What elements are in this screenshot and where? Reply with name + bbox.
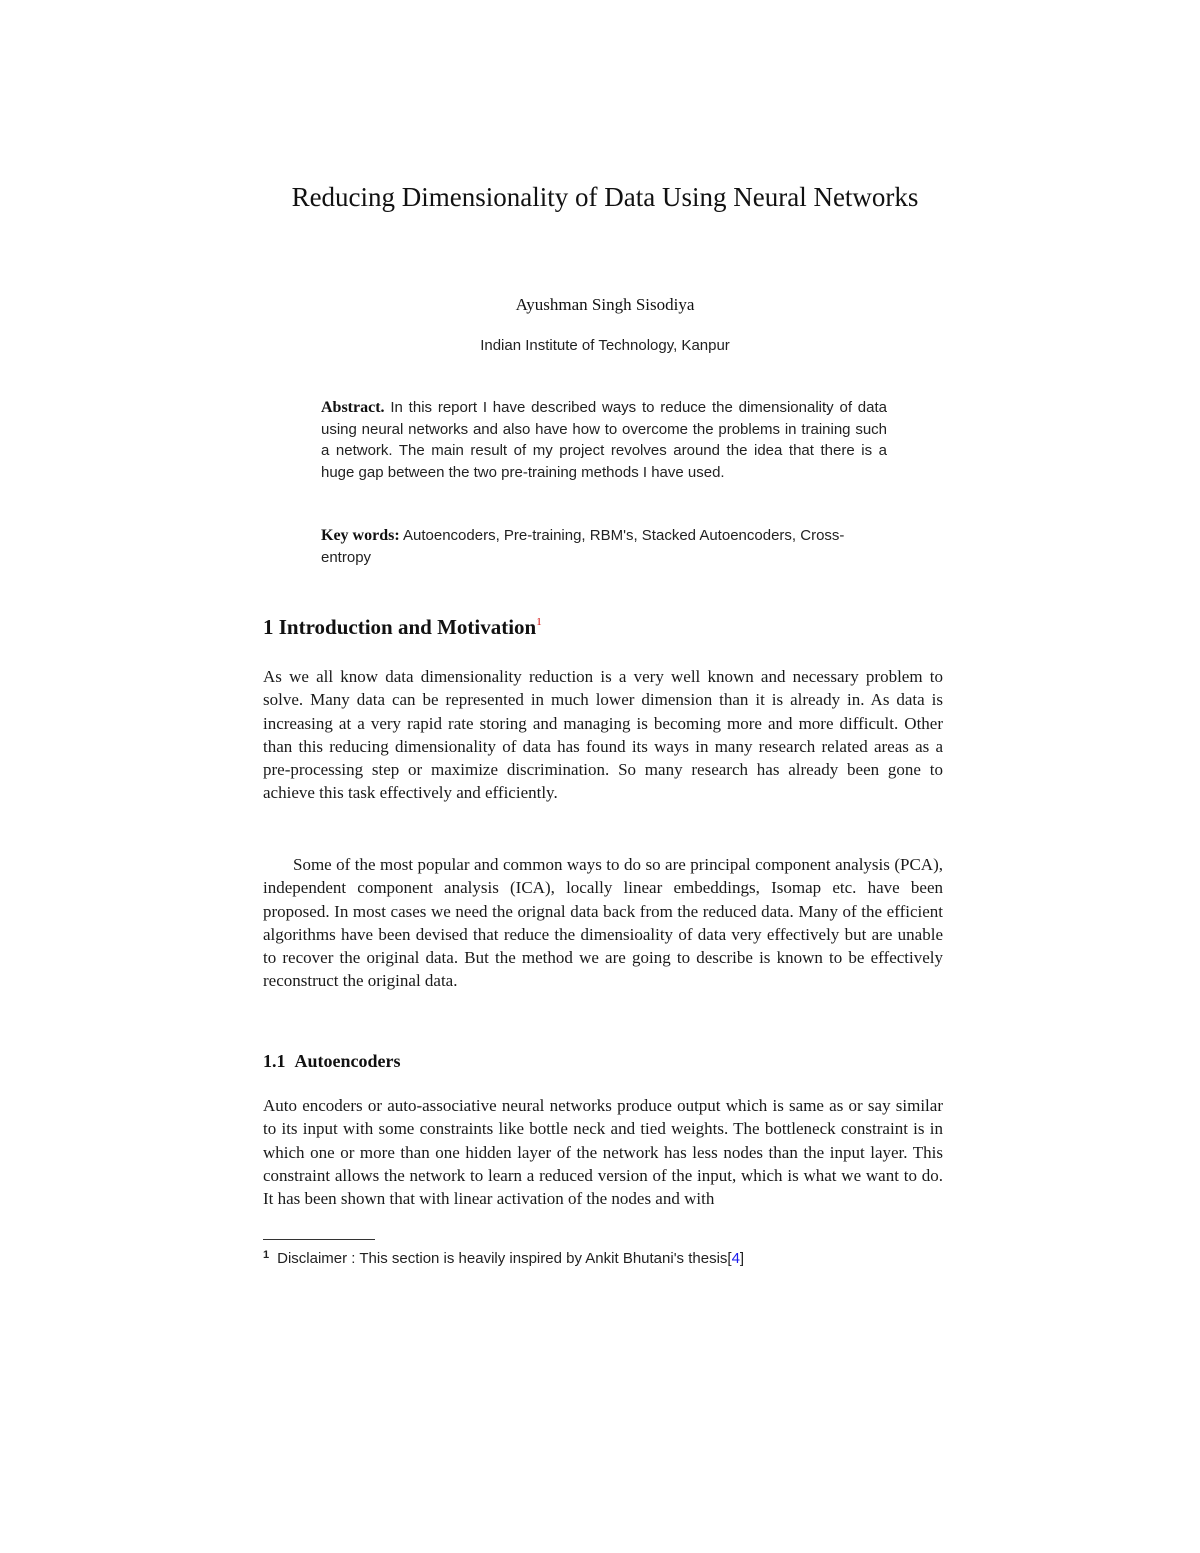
abstract: [321, 397, 887, 483]
keywords-label: Key words:: [321, 527, 400, 544]
subsection-number: 1.1: [263, 1051, 286, 1071]
section-heading: [263, 615, 542, 640]
intro-paragraph-2: Some of the most popular and common ways to do so are principal component analysis (PCA), independent component analysis (ICA), locally linear embeddings, Isomap etc. have been proposed. In most cases we need the orignal data back from the reduced data. Many of the efficient algorithms have been devised that reduce the dimensioality of data very effectively but are unable to recover the original data. But the method we are going to describe is known to be effectively reconstruct the original data.: [263, 855, 943, 991]
footnote-rule: [263, 1239, 375, 1240]
subsection-title: Autoencoders: [294, 1051, 401, 1071]
footnote-mark: 1: [263, 1249, 270, 1261]
footnote: [263, 1244, 744, 1270]
citation-bracket-open: [: [727, 1250, 732, 1267]
citation-bracket-close: ]: [739, 1250, 745, 1267]
abstract-label: Abstract.: [321, 399, 385, 416]
intro-paragraph-1: As we all know data dimensionality reduction is a very well known and necessary problem to solve. Many data can be represented in much lower dimension than it is already in. As data is increasing at a very rapid rate storing and managing is becoming more and more difficult. Other than this reducing dimensionality of data has found its ways in many research related areas as a pre-processing step or maximize discrimination. So many research has already been gone to achieve this task effectively and efficiently.: [263, 667, 943, 803]
abstract-text: In this report I have described ways to reduce the dimensionality of data using neural networks and also have how to overcome the problems in training such a network. The main result of my project revolves around the idea that there is a huge gap between the two pre-training methods I have used.: [321, 399, 887, 481]
section-number: 1: [263, 615, 274, 639]
author-affiliation: Indian Institute of Technology, Kanpur: [480, 337, 730, 354]
citation-link[interactable]: 4: [731, 1250, 740, 1267]
footnote-reference-link[interactable]: 1: [536, 616, 542, 628]
section-title: Introduction and Motivation: [278, 615, 537, 639]
footnote-text: Disclaimer : This section is heavily inspired by Ankit Bhutani's thesis: [277, 1250, 728, 1267]
keywords: [321, 525, 887, 568]
subsection-heading: [263, 1051, 401, 1072]
paper-title: Reducing Dimensionality of Data Using Neural Networks: [291, 182, 919, 212]
autoencoders-paragraph: Auto encoders or auto-associative neural networks produce output which is same as or say similar to its input with some constraints like bottle neck and tied weights. The bottleneck constraint is in which one or more than one hidden layer of the network has less nodes than the input layer. This constraint allows the network to learn a reduced version of the input, which is what we want to do. It has been shown that with linear activation of the nodes and with: [263, 1096, 943, 1209]
author-name: Ayushman Singh Sisodiya: [515, 295, 695, 314]
keywords-text: Autoencoders, Pre-training, RBM's, Stacked Autoencoders, Cross-entropy: [321, 527, 845, 566]
